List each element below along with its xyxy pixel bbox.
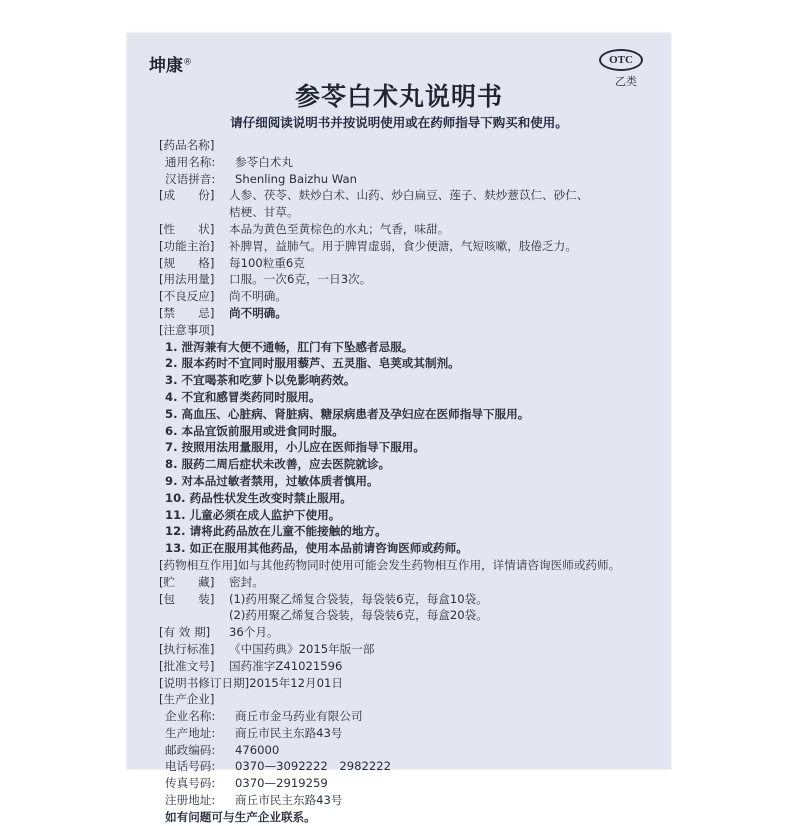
appearance-row: [性 状] 本品为黄色至黄棕色的水丸；气香，味甜。 (159, 221, 450, 236)
pinyin-row: 汉语拼音: Shenling Baizhu Wan (165, 171, 357, 186)
fax-row: 传真号码: 0370—2919259 (165, 776, 328, 791)
precaution-item: 7. 按照用法用量服用，小儿应在医师指导下服用。 (165, 440, 425, 455)
interaction-row: [药物相互作用] 如与其他药物同时使用可能会发生药物相互作用，详情请咨询医师或药师。 (159, 557, 621, 572)
production-address-row: 生产地址: 商丘市民主东路43号 (165, 725, 343, 740)
validity-row: [有 效 期] 36个月。 (159, 625, 279, 640)
package-row-2: (2)药用聚乙烯复合袋装，每袋装6克，每盒20袋。 (229, 608, 488, 623)
registered-address-row: 注册地址: 商丘市民主东路43号 (165, 793, 343, 808)
drug-name-heading: [药品名称] (159, 138, 215, 152)
usage-row: [用法用量] 口服。一次6克，一日3次。 (159, 272, 372, 287)
document-title: 参苓白术丸说明书 (294, 82, 503, 111)
ingredients-row: [成 份] 人参、茯苓、麸炒白术、山药、炒白扁豆、莲子、麸炒薏苡仁、砂仁、 (159, 188, 589, 203)
revision-date-row: [说明书修订日期] 2015年12月01日 (159, 675, 343, 690)
leaflet-content (159, 137, 657, 826)
indications-row: [功能主治] 补脾胃，益肺气。用于脾胃虚弱，食少便溏，气短咳嗽，肢倦乏力。 (159, 238, 577, 253)
precaution-item: 12. 请将此药品放在儿童不能接触的地方。 (165, 524, 387, 539)
precaution-item: 1. 泄泻兼有大便不通畅，肛门有下坠感者忌服。 (165, 339, 414, 354)
precaution-item: 4. 不宜和感冒类药同时服用。 (165, 389, 321, 404)
standard-row: [执行标准] 《中国药典》2015年版一部 (159, 641, 375, 656)
precaution-item: 2. 服本药时不宜同时服用藜芦、五灵脂、皂荚或其制剂。 (165, 356, 460, 371)
postcode-row: 邮政编码: 476000 (165, 742, 280, 757)
package-row: [包 装] (1)药用聚乙烯复合袋装，每袋装6克，每盒10袋。 (159, 591, 488, 606)
manufacturer-heading: [生产企业] (159, 692, 215, 707)
adverse-row: [不良反应] 尚不明确。 (159, 289, 287, 304)
generic-name-row: 通用名称: 参苓白术丸 (165, 154, 293, 169)
precaution-item: 10. 药品性状发生改变时禁止服用。 (165, 490, 352, 505)
contraindications-row: [禁 忌] 尚不明确。 (159, 305, 287, 320)
otc-class-label: 乙类 (615, 75, 637, 88)
document-subtitle: 请仔细阅读说明书并按说明使用或在药师指导下购买和使用。 (230, 115, 568, 130)
storage-row: [贮 藏] 密封。 (159, 574, 264, 589)
ingredients-continued: 桔梗、甘草。 (229, 205, 299, 220)
brand-logo: 坤康® (149, 56, 192, 76)
precaution-item: 11. 儿童必须在成人监护下使用。 (165, 507, 341, 522)
precaution-item: 13. 如正在服用其他药品，使用本品前请咨询医师或药师。 (165, 541, 468, 556)
leaflet-sheet (127, 33, 671, 824)
otc-badge: OTC (599, 49, 643, 71)
precaution-item: 9. 对本品过敏者禁用，过敏体质者慎用。 (165, 473, 379, 488)
spec-row: [规 格] 每100粒重6克 (159, 255, 305, 270)
precaution-item: 3. 不宜喝茶和吃萝卜以免影响药效。 (165, 373, 356, 388)
approval-row: [批准文号] 国药准字Z41021596 (159, 658, 343, 673)
precautions-heading: [注意事项] (159, 322, 215, 337)
precaution-item: 8. 服药二周后症状未改善，应去医院就诊。 (165, 457, 391, 472)
phone-row: 电话号码: 0370—3092222 2982222 (165, 759, 391, 774)
precaution-item: 5. 高血压、心脏病、肾脏病、糖尿病患者及孕妇应在医师指导下服用。 (165, 406, 530, 421)
contact-note: 如有问题可与生产企业联系。 (165, 809, 316, 824)
precaution-item: 6. 本品宜饭前服用或进食同时服。 (165, 423, 344, 438)
company-name-row: 企业名称: 商丘市金马药业有限公司 (165, 709, 363, 724)
